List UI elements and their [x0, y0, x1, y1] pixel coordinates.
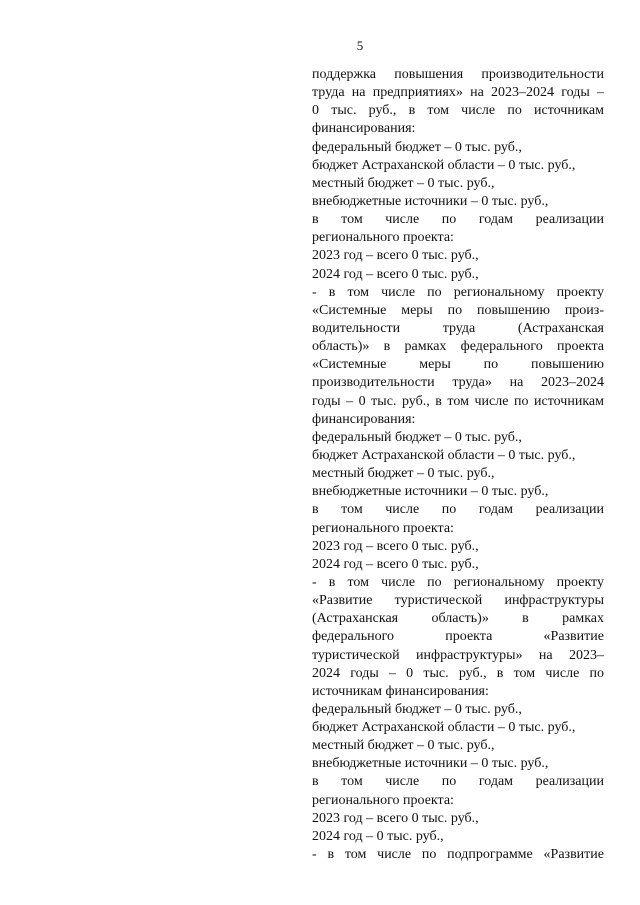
text-line: 2023 год – всего 0 тыс. руб.,: [312, 810, 479, 826]
text-line: 2024 год – всего 0 тыс. руб.,: [312, 556, 479, 572]
text-line: 2024 год – 0 тыс. руб.,: [312, 828, 444, 844]
text-line: поддержка повышения производительности: [312, 67, 604, 82]
text-line: местный бюджет – 0 тыс. руб.,: [312, 466, 495, 482]
text-line: водительности труда (Астраханская: [312, 320, 604, 336]
text-line: бюджет Астраханской области – 0 тыс. руб.,: [312, 720, 576, 736]
page-number: 5: [356, 38, 364, 53]
text-line: финансирования:: [312, 121, 416, 137]
text-line: - в том числе по региональному проекту: [312, 574, 604, 590]
text-line: регионального проекта:: [312, 520, 454, 536]
text-line: источникам финансирования:: [312, 683, 489, 699]
text-line: финансирования:: [312, 411, 416, 427]
text-line: - в том числе по подпрограмме «Развитие: [312, 847, 604, 863]
text-line: туристической инфраструктуры» на 2023–: [312, 647, 604, 663]
text-line: внебюджетные источники – 0 тыс. руб.,: [312, 756, 549, 772]
text-line: регионального проекта:: [312, 792, 454, 808]
text-column: [312, 66, 604, 864]
text-line: местный бюджет – 0 тыс. руб.,: [312, 175, 495, 191]
text-line: - в том числе по региональному проекту: [312, 284, 604, 300]
text-line: (Астраханская область)» в рамках: [312, 611, 604, 627]
text-line: «Развитие туристической инфраструктуры: [312, 593, 604, 609]
text-line: местный бюджет – 0 тыс. руб.,: [312, 738, 495, 754]
text-line: федеральный бюджет – 0 тыс. руб.,: [312, 701, 522, 717]
text-line: бюджет Астраханской области – 0 тыс. руб.,: [312, 157, 576, 173]
text-line: федерального проекта «Развитие: [312, 629, 604, 645]
text-line: федеральный бюджет – 0 тыс. руб.,: [312, 429, 522, 445]
text-line: 0 тыс. руб., в том числе по источникам: [312, 103, 604, 119]
text-line: «Системные меры по повышению произ-: [312, 302, 604, 318]
text-line: «Системные меры по повышению: [312, 357, 604, 373]
text-line: 2023 год – всего 0 тыс. руб.,: [312, 538, 479, 554]
text-line: 2023 год – всего 0 тыс. руб.,: [312, 248, 479, 264]
text-line: труда на предприятиях» на 2023–2024 годы –: [312, 85, 604, 101]
text-line: регионального проекта:: [312, 230, 454, 246]
text-line: в том числе по годам реализации: [312, 212, 604, 228]
text-line: внебюджетные источники – 0 тыс. руб.,: [312, 484, 549, 500]
text-line: федеральный бюджет – 0 тыс. руб.,: [312, 139, 522, 155]
text-line: годы – 0 тыс. руб., в том числе по источникам: [312, 393, 604, 409]
text-line: область)» в рамках федерального проекта: [312, 339, 604, 355]
text-line: 2024 годы – 0 тыс. руб., в том числе по: [312, 665, 604, 681]
text-line: в том числе по годам реализации: [312, 774, 604, 790]
text-line: в том числе по годам реализации: [312, 502, 604, 518]
text-line: внебюджетные источники – 0 тыс. руб.,: [312, 193, 549, 209]
text-line: бюджет Астраханской области – 0 тыс. руб.,: [312, 447, 576, 463]
text-line: производительности труда» на 2023–2024: [312, 375, 604, 391]
text-line: 2024 год – всего 0 тыс. руб.,: [312, 266, 479, 282]
